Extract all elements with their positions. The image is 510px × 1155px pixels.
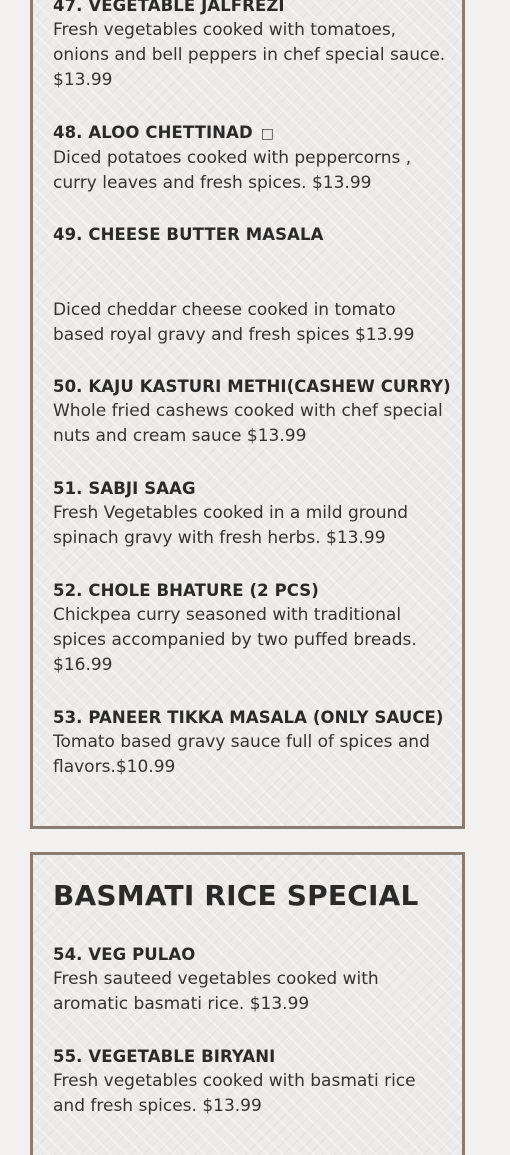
menu-item-sabji-saag — [53, 477, 448, 551]
menu-item-title: 53. PANEER TIKKA MASALA (ONLY SAUCE) — [53, 708, 444, 727]
menu-item-description: Tomato based gravy sauce full of spices and flavors.$10.99 — [53, 732, 430, 777]
menu-item-title — [53, 121, 448, 146]
menu-item-description: Fresh Vegetables cooked in a mild ground spinach gravy with fresh herbs. $13.99 — [53, 503, 409, 548]
menu-item-veg-pulao — [53, 943, 448, 1017]
menu-item-kaju-kasturi-methi — [53, 375, 453, 449]
missing-glyph-icon: □ — [260, 126, 275, 142]
menu-item-description: Whole fried cashews cooked with chef special nuts and cream sauce $13.99 — [53, 401, 443, 446]
menu-item-vegetable-biryani — [53, 1045, 448, 1119]
menu-item-title: 51. SABJI SAAG — [53, 479, 196, 498]
menu-item-aloo-chettinad — [53, 121, 448, 196]
menu-item-description: Chickpea curry seasoned with traditional spices accompanied by two puffed breads. $16.99 — [53, 605, 417, 675]
menu-item-title: 47. VEGETABLE JALFREZI — [53, 0, 285, 15]
menu-item-vegetable-jalfrezi — [53, 0, 448, 93]
menu-item-description: Diced potatoes cooked with peppercorns , curry leaves and fresh spices. $13.99 — [53, 148, 412, 193]
basmati-rice-special-card — [30, 852, 465, 1155]
menu-item-title: 55. VEGETABLE BIRYANI — [53, 1047, 276, 1066]
menu-item-description: Diced cheddar cheese cooked in tomato based royal gravy and fresh spices $13.99 — [53, 300, 415, 345]
menu-item-title: 50. KAJU KASTURI METHI(CASHEW CURRY) — [53, 377, 451, 396]
menu-item-description: Fresh vegetables cooked with basmati rice and fresh spices. $13.99 — [53, 1071, 416, 1116]
vegetarian-menu-card — [30, 0, 465, 829]
menu-item-title: 54. VEG PULAO — [53, 945, 196, 964]
menu-item-description: Fresh sauteed vegetables cooked with aromatic basmati rice. $13.99 — [53, 969, 379, 1014]
menu-item-title: 49. CHEESE BUTTER MASALA — [53, 225, 324, 244]
menu-item-paneer-tikka-masala — [53, 706, 448, 780]
section-title: BASMATI RICE SPECIAL — [53, 879, 419, 912]
menu-item-title-text: 48. ALOO CHETTINAD — [53, 123, 253, 142]
menu-item-description: Fresh vegetables cooked with tomatoes, onions and bell peppers in chef special sauce. $13.99 — [53, 20, 446, 90]
menu-item-title: 52. CHOLE BHATURE (2 PCS) — [53, 581, 319, 600]
menu-item-chole-bhature — [53, 579, 448, 678]
menu-item-cheese-butter-masala — [53, 223, 448, 348]
